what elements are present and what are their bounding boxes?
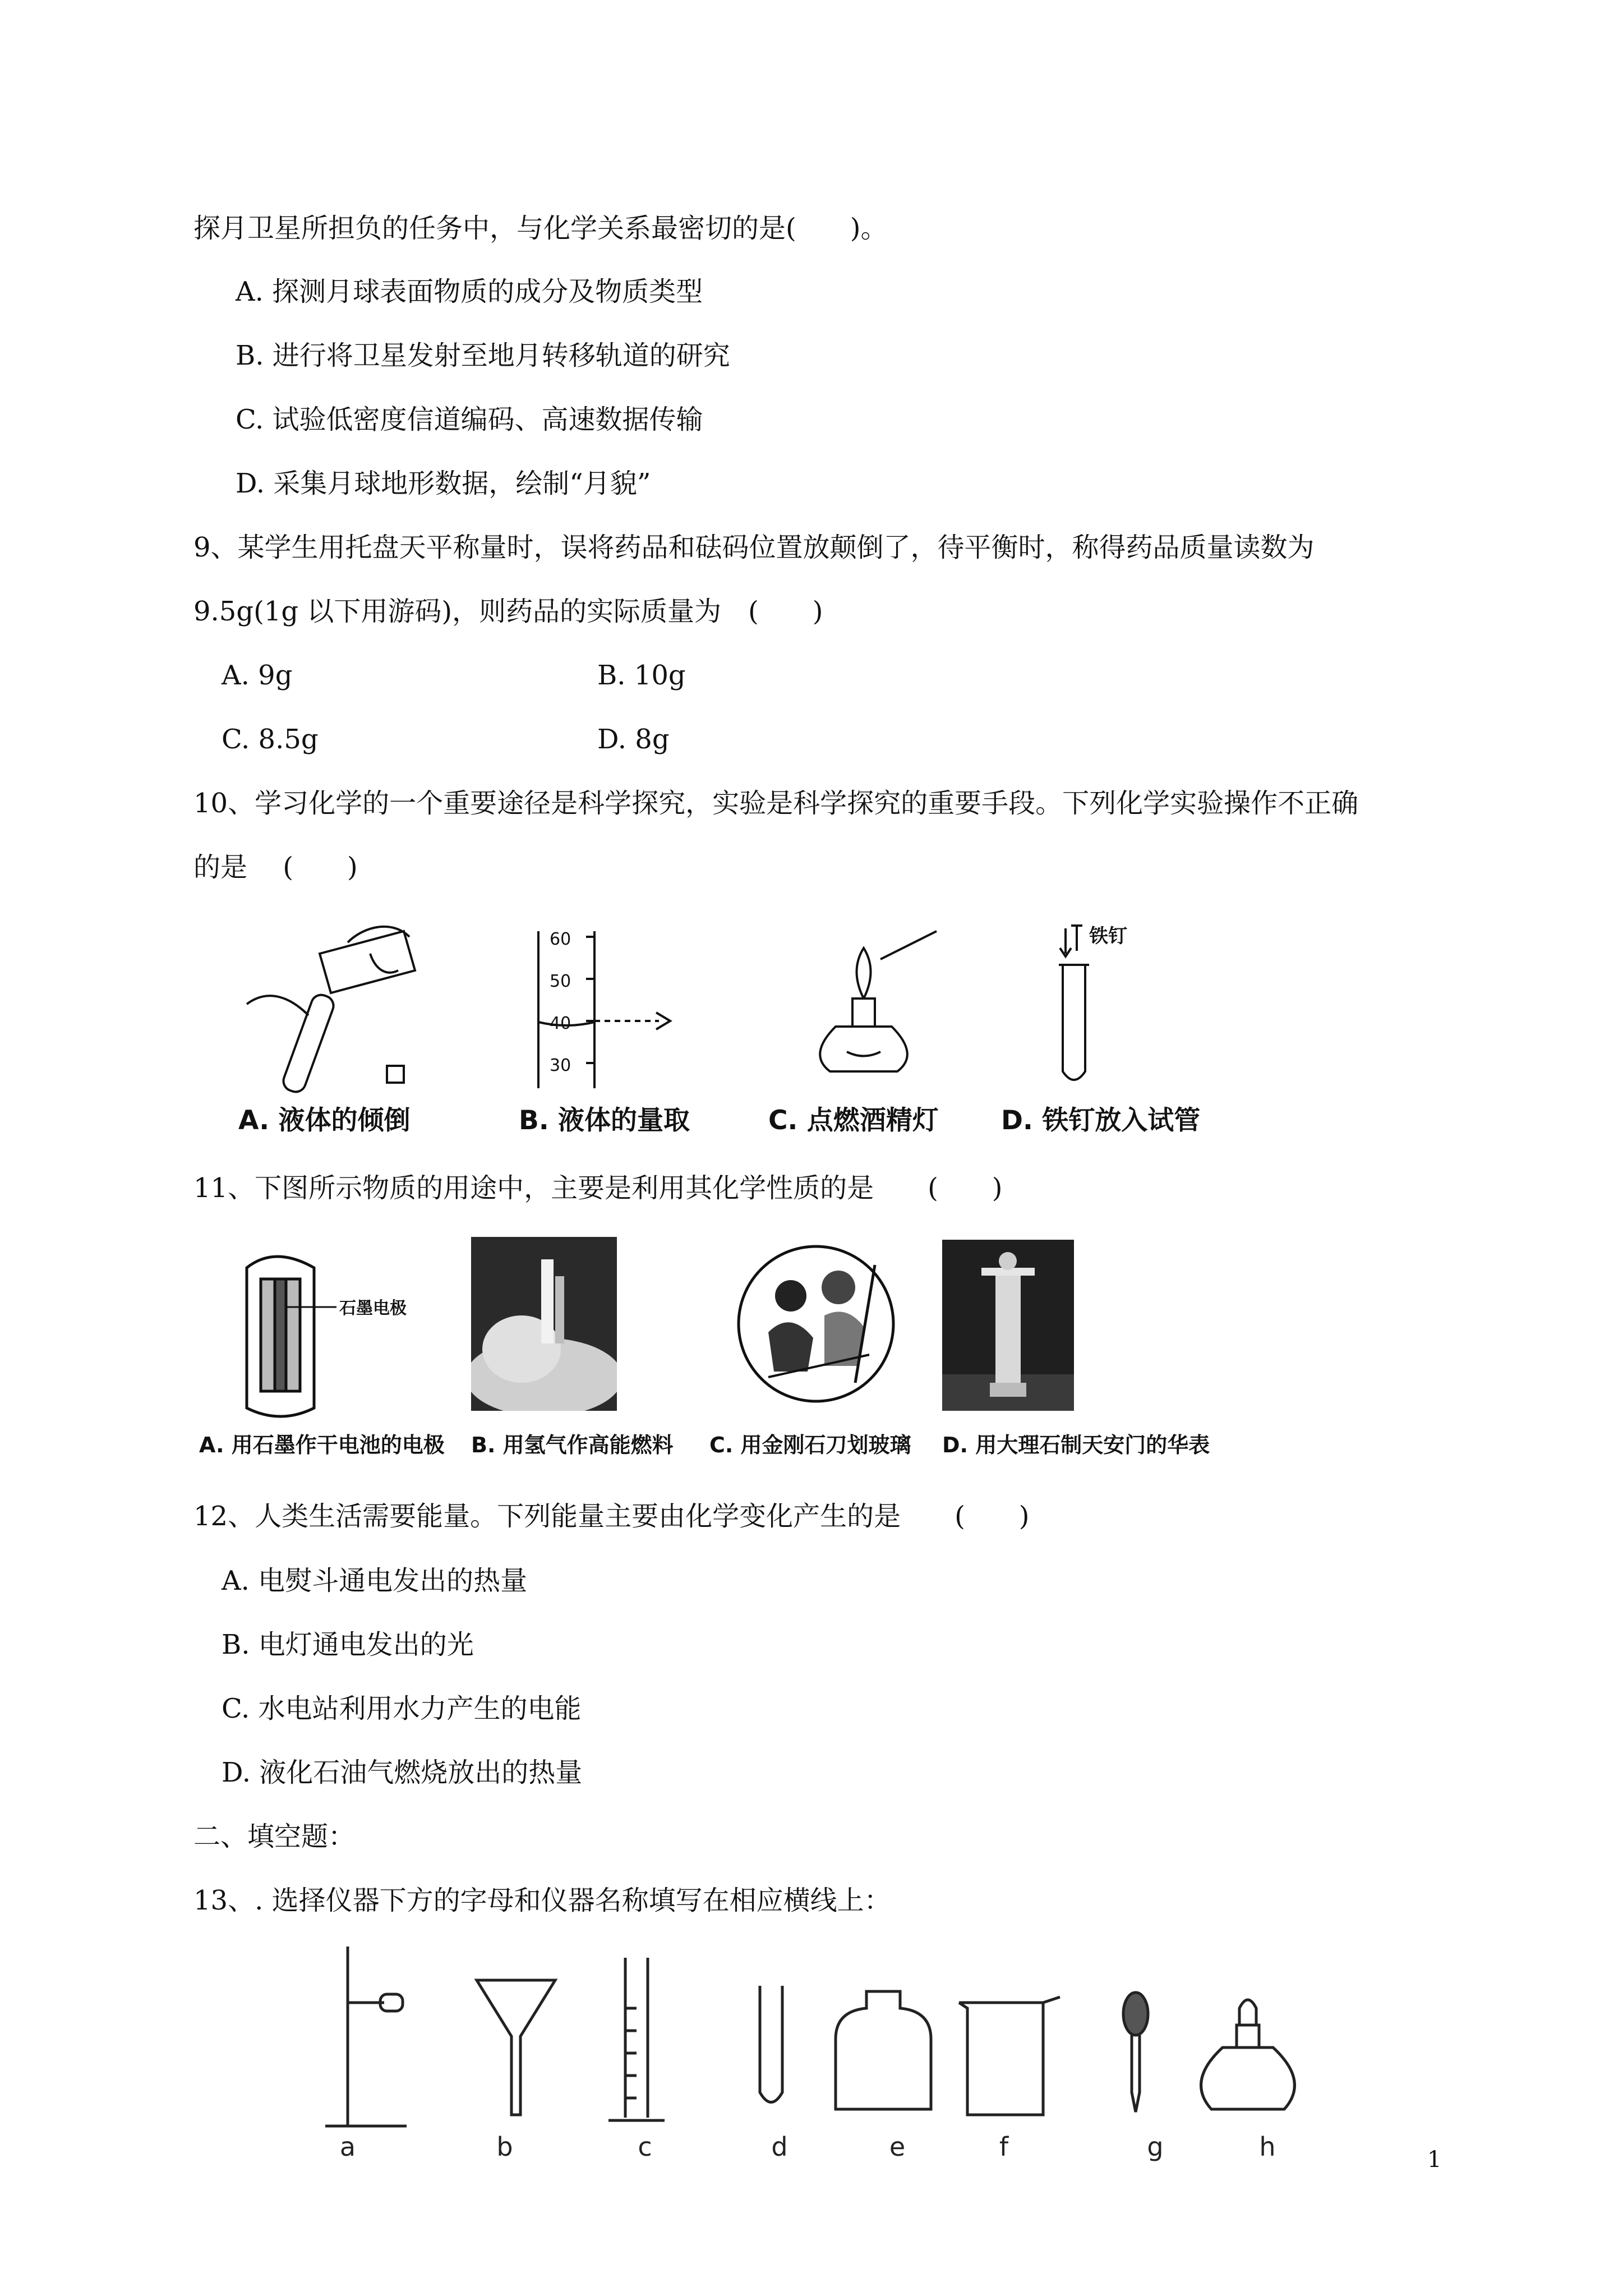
q10-caption-c: C. 点燃酒精灯 [768,1105,939,1136]
nail-label: 铁钉 [1089,925,1127,947]
q12-option-d: D. 液化石油气燃烧放出的热量 [222,1757,583,1788]
q11-stem: 11、下图所示物质的用途中，主要是利用其化学性质的是 ( ) [193,1172,1003,1204]
electrode-label: 石墨电极 [339,1299,407,1318]
reagent-bottle-icon [836,1991,931,2109]
tick-30: 30 [550,1056,571,1075]
alcohol-lamp-illustration [796,926,942,1094]
q8-option-c: C. 试验低密度信道编码、高速数据传输 [236,404,703,435]
label-g: g [1147,2132,1164,2162]
q11-caption-c: C. 用金刚石刀划玻璃 [709,1433,911,1457]
q9-option-c: C. 8.5g [222,724,319,755]
label-e: e [889,2132,906,2162]
tick-60: 60 [550,930,571,949]
q11-caption-b: B. 用氢气作高能燃料 [471,1433,674,1457]
label-c: c [638,2132,652,2162]
q11-caption-d: D. 用大理石制天安门的华表 [942,1433,1210,1457]
graduated-cylinder-illustration [510,926,684,1094]
q9-option-d: D. 8g [597,724,670,755]
q10-line2: 的是 ( ) [193,852,358,883]
q12-stem: 12、人类生活需要能量。下列能量主要由化学变化产生的是 ( ) [193,1501,1030,1532]
page-number: 1 [1427,2147,1442,2173]
dropper-icon [1123,1993,1148,2112]
q10-line1: 10、学习化学的一个重要途径是科学探究，实验是科学探究的重要手段。下列化学实验操作不正确 [193,788,1359,819]
measuring-cylinder-icon [608,1958,665,2120]
q9-option-a: A. 9g [222,660,293,691]
pouring-liquid-illustration [236,920,426,1099]
lab-apparatus-row [314,1941,1368,2132]
alcohol-lamp-icon [1201,2000,1295,2109]
beaker-icon [959,1997,1060,2115]
label-d: d [771,2132,788,2162]
tick-40: 40 [550,1014,571,1033]
label-h: h [1259,2132,1276,2162]
dry-cell-battery-illustration [236,1245,415,1419]
q11-caption-a: A. 用石墨作干电池的电极 [199,1433,445,1457]
q9-option-b: B. 10g [597,660,686,691]
funnel-icon [477,1980,555,2115]
space-shuttle-photo [471,1237,617,1411]
diamond-cutting-glass-illustration [735,1243,897,1405]
section-2-title: 二、填空题： [193,1821,356,1852]
q9-line1: 9、某学生用托盘天平称量时，误将药品和砝码位置放颠倒了，待平衡时，称得药品质量读数为 [193,532,1315,563]
q10-caption-b: B. 液体的量取 [519,1105,690,1136]
q8-option-a: A. 探测月球表面物质的成分及物质类型 [236,276,703,307]
q8-option-b: B. 进行将卫星发射至地月转移轨道的研究 [236,340,730,371]
label-a: a [339,2132,356,2162]
label-b: b [496,2132,513,2162]
q12-option-b: B. 电灯通电发出的光 [222,1629,474,1660]
iron-stand-icon [325,1947,407,2126]
q10-caption-a: A. 液体的倾倒 [238,1105,411,1136]
q8-option-d: D. 采集月球地形数据，绘制“月貌” [236,468,651,499]
q12-option-c: C. 水电站利用水力产生的电能 [222,1693,582,1724]
q12-option-a: A. 电熨斗通电发出的热量 [222,1565,528,1596]
label-f: f [999,2132,1009,2162]
test-tube-icon [760,1986,782,2102]
q8-stem: 探月卫星所担负的任务中，与化学关系最密切的是( )。 [193,213,888,244]
q10-caption-d: D. 铁钉放入试管 [1001,1105,1201,1136]
tick-50: 50 [550,972,571,991]
test-tube-nail-illustration [1054,920,1166,1094]
q13-stem: 13、. 选择仪器下方的字母和仪器名称填写在相应横线上： [193,1885,891,1916]
q9-line2: 9.5g(1g 以下用游码)，则药品的实际质量为 ( ) [193,596,823,627]
huabiao-pillar-photo [942,1240,1074,1411]
